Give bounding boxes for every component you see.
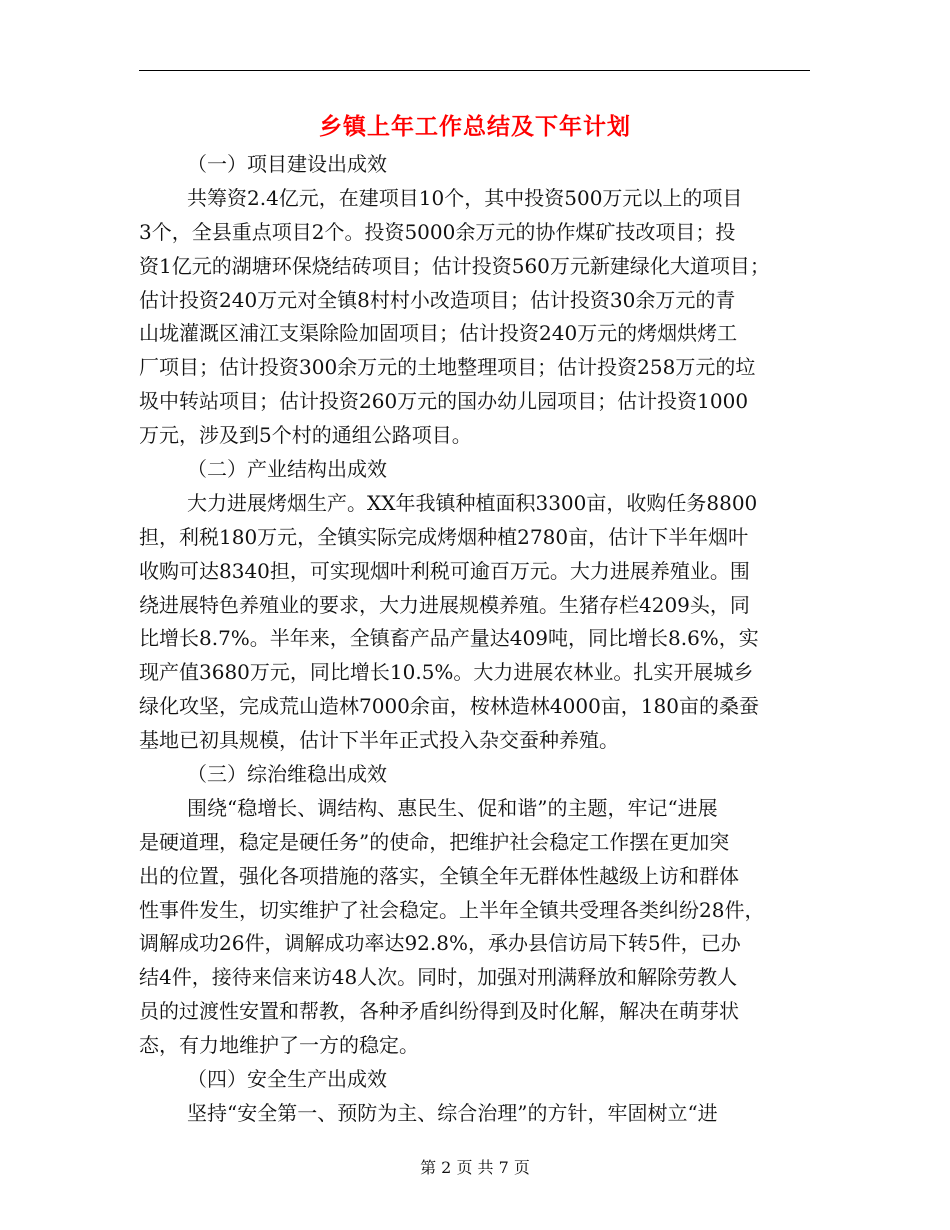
paragraph-line: 大力进展烤烟生产。XX年我镇种植面积3300亩，收购任务8800 — [187, 490, 758, 515]
paragraph-line: 估计投资240万元对全镇8村村小改造项目；估计投资30余万元的青 — [139, 287, 736, 312]
section-heading: （四）安全生产出成效 — [187, 1067, 387, 1092]
section-heading: （一）项目建设出成效 — [187, 152, 387, 176]
section-heading: （二）产业结构出成效 — [187, 457, 387, 482]
paragraph-line: 万元，涉及到5个村的通组公路项目。 — [139, 423, 472, 448]
paragraph-line: 厂项目；估计投资300余万元的土地整理项目；估计投资258万元的垃 — [139, 355, 756, 380]
paragraph-line: 资1亿元的湖塘环保烧结砖项目；估计投资560万元新建绿化大道项目； — [139, 253, 770, 278]
paragraph-line: 比增长8.7%。半年来，全镇畜产品产量达409吨，同比增长8.6%，实 — [139, 626, 759, 651]
paragraph-line: 围绕“稳增长、调结构、惠民生、促和谐”的主题，牢记“进展 — [187, 795, 718, 820]
paragraph-line: 调解成功26件，调解成功率达92.8%，承办县信访局下转5件，已办 — [139, 931, 741, 956]
paragraph-line: 态，有力地维护了一方的稳定。 — [139, 1033, 419, 1058]
paragraph-line: 绕进展特色养殖业的要求，大力进展规模养殖。生猪存栏4209头，同 — [139, 592, 750, 617]
paragraph-line: 共筹资2.4亿元，在建项目10个，其中投资500万元以上的项目 — [187, 185, 743, 210]
paragraph-line: 3个，全县重点项目2个。投资5000余万元的协作煤矿技改项目；投 — [139, 219, 736, 244]
document-title: 乡镇上年工作总结及下年计划 — [319, 114, 631, 140]
section-heading: （三）综治维稳出成效 — [187, 762, 387, 787]
paragraph-line: 收购可达8340担，可实现烟叶利税可逾百万元。大力进展养殖业。围 — [139, 558, 750, 583]
paragraph-line: 性事件发生，切实维护了社会稳定。上半年全镇共受理各类纠纷28件， — [139, 897, 765, 922]
paragraph-line: 出的位置，强化各项措施的落实，全镇全年无群体性越级上访和群体 — [139, 863, 739, 888]
document-body — [139, 148, 811, 1131]
paragraph-line: 现产值3680万元，同比增长10.5%。大力进展农林业。扎实开展城乡 — [139, 660, 754, 685]
paragraph-line: 员的过渡性安置和帮教，各种矛盾纠纷得到及时化解，解决在萌芽状 — [139, 999, 739, 1024]
paragraph-line: 圾中转站项目；估计投资260万元的国办幼儿园项目；估计投资1000 — [139, 389, 749, 414]
paragraph-line: 基地已初具规模，估计下半年正式投入杂交蚕种养殖。 — [139, 728, 619, 753]
paragraph-line: 担，利税180万元，全镇实际完成烤烟种植2780亩，估计下半年烟叶 — [139, 524, 749, 549]
paragraph-line: 绿化攻坚，完成荒山造林7000余亩，桉林造林4000亩，180亩的桑蚕 — [139, 694, 759, 719]
paragraph-line: 是硬道理，稳定是硬任务”的使命，把维护社会稳定工作摆在更加突 — [139, 829, 730, 854]
header-rule — [139, 70, 810, 71]
paragraph-line: 坚持“安全第一、预防为主、综合治理”的方针，牢固树立“进 — [187, 1100, 718, 1125]
page-footer: 第 2 页 共 7 页 — [420, 1158, 530, 1177]
paragraph-line: 山垅灌溉区浦江支渠除险加固项目；估计投资240万元的烤烟烘烤工 — [139, 321, 738, 346]
paragraph-line: 结4件，接待来信来访48人次。同时，加强对刑满释放和解除劳教人 — [139, 965, 738, 990]
